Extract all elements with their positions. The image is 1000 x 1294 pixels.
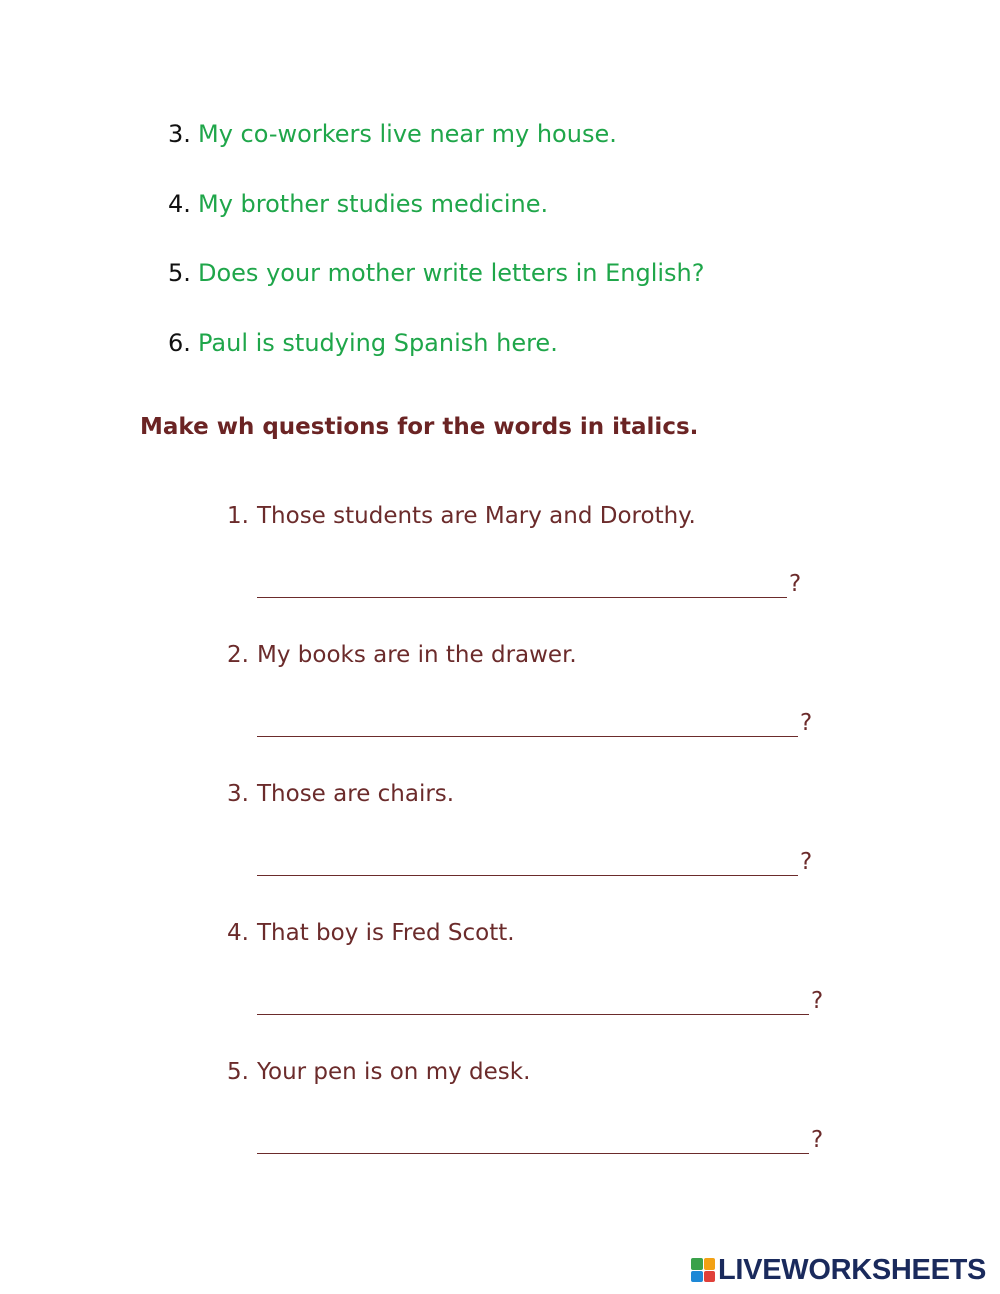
question-mark: ? <box>800 849 813 875</box>
item-text: Does your mother write letters in English? <box>198 259 705 287</box>
question-mark: ? <box>800 710 813 736</box>
answer-line[interactable] <box>257 853 798 876</box>
item-number: 4. <box>168 190 191 218</box>
answer-line[interactable] <box>257 1131 809 1154</box>
logo-mark-tile <box>691 1258 703 1270</box>
item-text: Those students are Mary and Dorothy. <box>257 503 696 529</box>
item-number: 2. <box>227 642 249 668</box>
answer-field-4[interactable] <box>257 987 823 1015</box>
item-text: Paul is studying Spanish here. <box>198 329 558 357</box>
logo-mark-tile <box>704 1271 716 1283</box>
previous-item-3 <box>168 120 617 148</box>
item-text: My books are in the drawer. <box>257 642 577 668</box>
previous-item-6 <box>168 329 558 357</box>
item-number: 1. <box>227 503 249 529</box>
item-text: That boy is Fred Scott. <box>257 920 515 946</box>
logo-mark-tile <box>691 1271 703 1283</box>
answer-line[interactable] <box>257 714 798 737</box>
answer-field-3[interactable] <box>257 848 812 876</box>
previous-item-4 <box>168 190 548 218</box>
question-mark: ? <box>811 1127 824 1153</box>
item-number: 3. <box>227 781 249 807</box>
question-item-2 <box>227 641 577 669</box>
item-number: 5. <box>168 259 191 287</box>
item-number: 4. <box>227 920 249 946</box>
logo-mark-tile <box>704 1258 716 1270</box>
question-item-1 <box>227 502 696 530</box>
question-mark: ? <box>789 571 802 597</box>
question-item-5 <box>227 1058 530 1086</box>
item-number: 5. <box>227 1059 249 1085</box>
item-text: My co-workers live near my house. <box>198 120 617 148</box>
item-text: Those are chairs. <box>257 781 455 807</box>
answer-field-5[interactable] <box>257 1126 823 1154</box>
item-number: 6. <box>168 329 191 357</box>
question-item-3 <box>227 780 454 808</box>
previous-item-5 <box>168 259 705 287</box>
logo-text: LIVEWORKSHEETS <box>718 1253 987 1286</box>
logo-mark-icon <box>691 1258 715 1282</box>
question-item-4 <box>227 919 515 947</box>
answer-line[interactable] <box>257 575 787 598</box>
item-text: My brother studies medicine. <box>198 190 549 218</box>
answer-field-2[interactable] <box>257 709 812 737</box>
item-text: Your pen is on my desk. <box>257 1059 531 1085</box>
section-heading: Make wh questions for the words in italics. <box>140 414 699 440</box>
answer-field-1[interactable] <box>257 570 801 598</box>
item-number: 3. <box>168 120 191 148</box>
answer-line[interactable] <box>257 992 809 1015</box>
liveworksheets-logo <box>691 1253 986 1287</box>
question-mark: ? <box>811 988 824 1014</box>
